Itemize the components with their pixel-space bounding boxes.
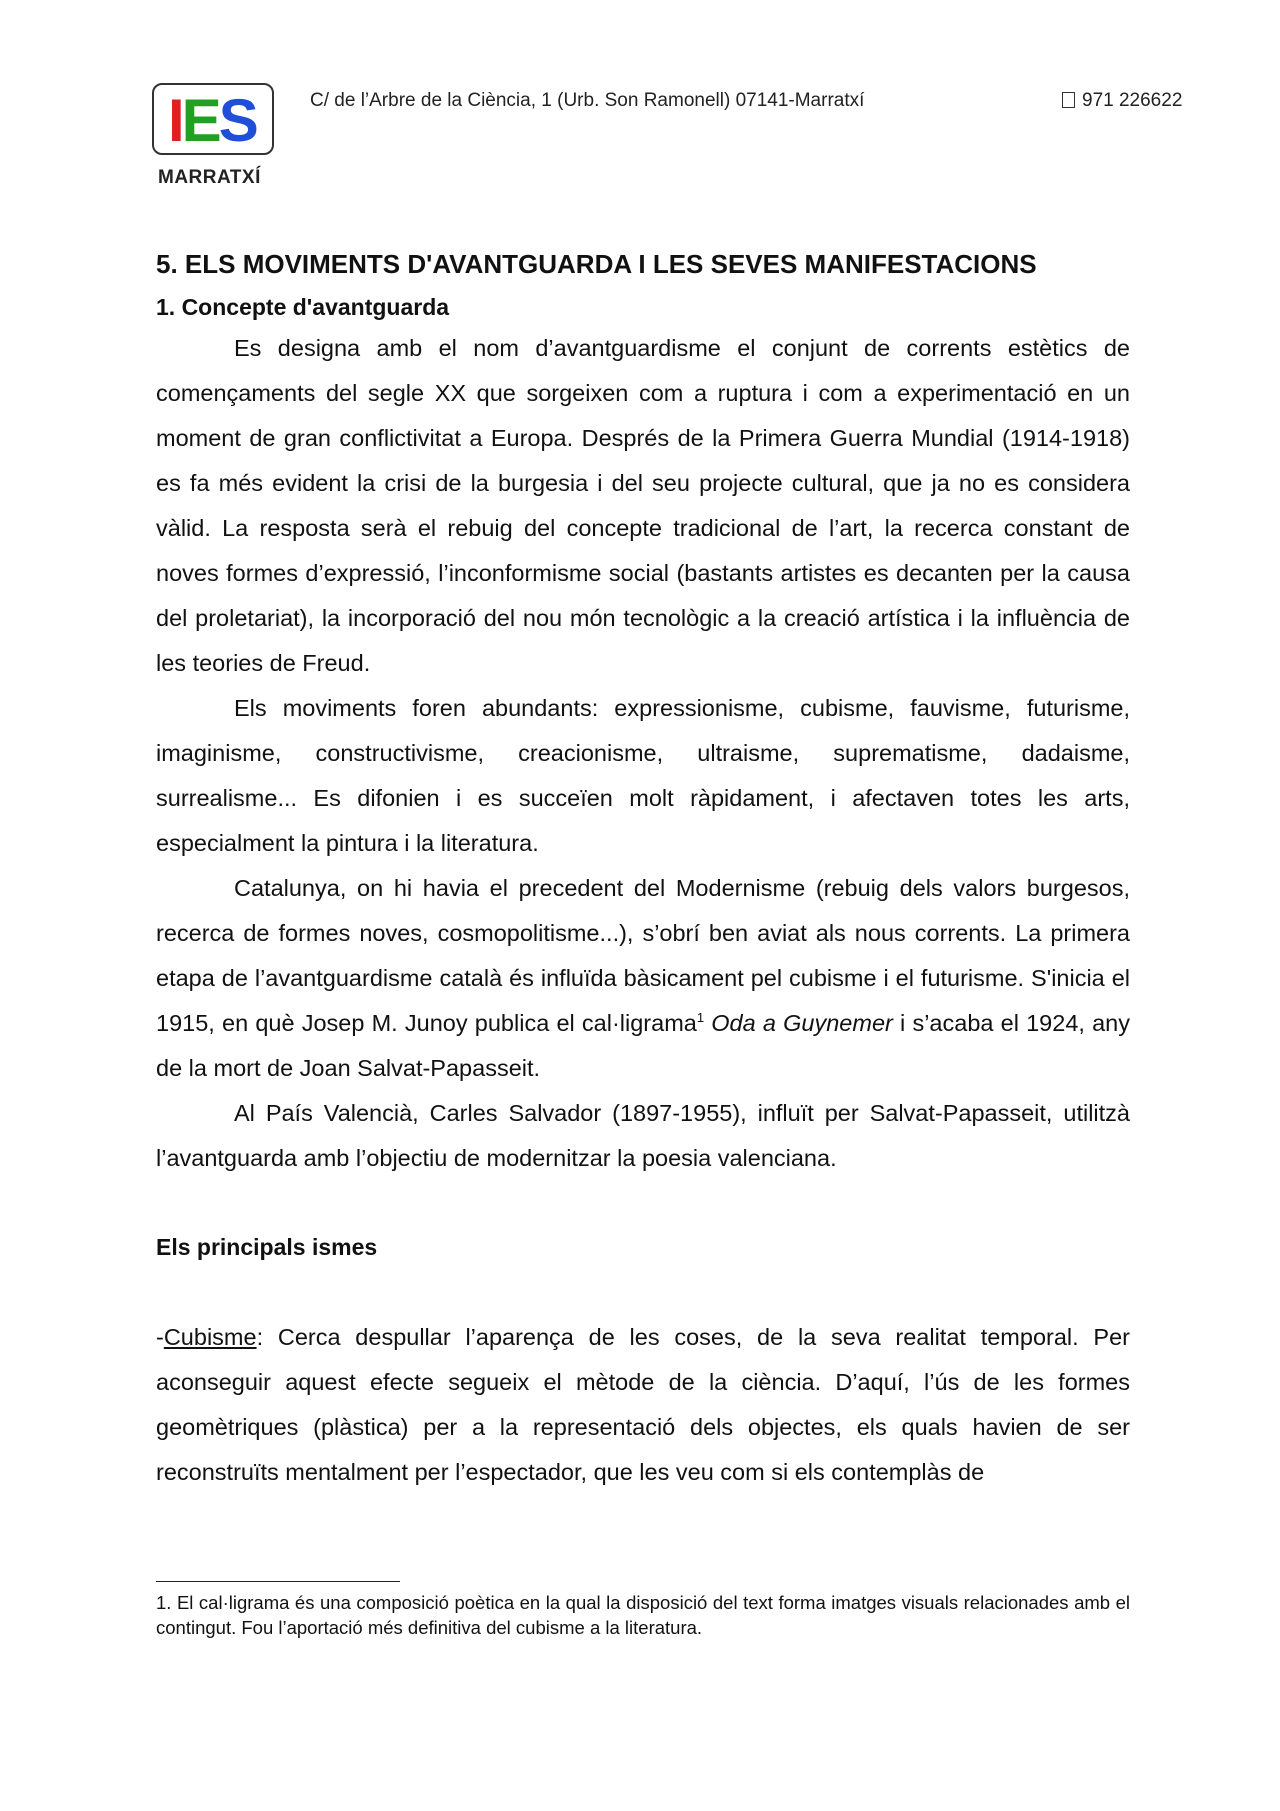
isms-heading: Els principals ismes bbox=[156, 1234, 378, 1260]
paragraph-1: Es designa amb el nom d’avantguardisme el conjunt de corrents estètics de començaments del segle XX que sorgeixen com a ruptura i com a experimentació en un moment de gran conflictivitat a Europa. Després de la Primera Guerra Mundial (1914-1918) es fa més evident la crisi de la burgesia i del seu projecte cultural, que ja no es considera vàlid. La resposta serà el rebuig del concepte tradicional de l’art, la recerca constant de noves formes d’expressió, l’inconformisme social (bastants artistes es decanten per la causa del proletariat), la incorporació del nou món tecnològic a la creació artística i la influència de les teories de Freud. bbox=[156, 335, 1130, 676]
paragraph-4: Al País Valencià, Carles Salvador (1897-1955), influït per Salvat-Papasseit, utilitzà l’avantguarda amb l’objectiu de modernitzar la poesia valenciana. bbox=[156, 1100, 1130, 1171]
phone-icon bbox=[1062, 92, 1075, 108]
paragraph-3-text-end: i s’acaba el 1924, any de la mort de Joan Salvat-Papasseit. bbox=[156, 1010, 1130, 1081]
logo-frame bbox=[152, 83, 274, 155]
phone-number: 971 226622 bbox=[1082, 90, 1183, 111]
school-logo bbox=[152, 83, 280, 193]
poem-title: Oda a Guynemer bbox=[711, 1010, 893, 1036]
logo-letters bbox=[168, 87, 256, 154]
cubism-term: Cubisme bbox=[163, 1324, 257, 1350]
cubism-text: : Cerca despullar l’aparença de les coses, de la seva realitat temporal. Per aconseguir aquest efecte segueix el mètode de la ciència. D’aquí, l’ús de les formes geomètriques (plàstica) per a la representació dels objectes, els quals havien de ser reconstruïts mentalment per l’espectador, que les veu com si els contemplàs de bbox=[156, 1324, 1130, 1485]
cubism-paragraph bbox=[156, 1315, 1130, 1495]
footnote: 1. El cal·ligrama és una composició poètica en la qual la disposició del text forma imatges visuals relacionades amb el contingut. Fou l’aportació més definitiva del cubisme a la literatura. bbox=[156, 1592, 1130, 1638]
header-phone bbox=[1062, 90, 1182, 112]
header-address: C/ de l’Arbre de la Ciència, 1 (Urb. Son Ramonell) 07141-Marratxí bbox=[310, 90, 865, 111]
main-content bbox=[156, 244, 1130, 1495]
section-heading: 1. Concepte d'avantguarda bbox=[156, 294, 450, 320]
logo-letter-s: S bbox=[218, 87, 256, 154]
footnote-divider bbox=[156, 1581, 400, 1582]
paragraph-3-text: Catalunya, on hi havia el precedent del Modernisme (rebuig dels valors burgesos, recerca de formes noves, cosmopolitisme...), s’obrí ben aviat als nous corrents. La primera etapa de l’avantguardisme català és influïda bàsicament pel cubisme i el futurisme. S'inicia el 1915, en què Josep M. Junoy publica el cal·ligrama bbox=[156, 875, 1130, 1036]
logo-letter-e: E bbox=[181, 87, 219, 154]
page-title: 5. ELS MOVIMENTS D'AVANTGUARDA I LES SEVES MANIFESTACIONS bbox=[156, 249, 1037, 279]
logo-letter-i: I bbox=[168, 87, 182, 154]
logo-subtitle: MARRATXÍ bbox=[158, 167, 261, 188]
paragraph-3 bbox=[156, 866, 1130, 1091]
cubism-prefix: - bbox=[156, 1324, 164, 1350]
paragraph-2: Els moviments foren abundants: expressionisme, cubisme, fauvisme, futurisme, imaginisme, constructivisme, creacionisme, ultraisme, suprematisme, dadaisme, surrealisme... Es difonien i es succeïen molt ràpidament, i afectaven totes les arts, especialment la pintura i la literatura. bbox=[156, 695, 1130, 856]
footnote-reference: 1 bbox=[696, 1010, 705, 1026]
